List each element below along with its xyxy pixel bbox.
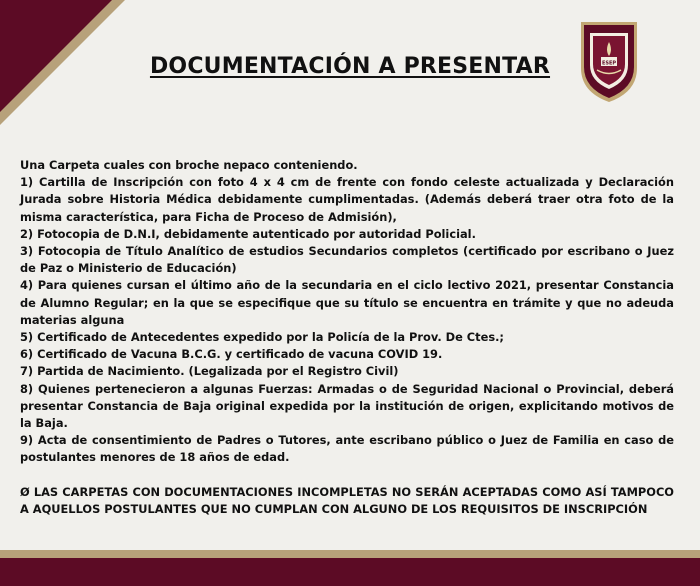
requirement-item-5: 5) Certificado de Antecedentes expedido por la Policía de la Prov. De Ctes.;	[20, 330, 504, 345]
crest-logo	[579, 20, 639, 104]
requirements-text	[20, 157, 674, 518]
intro-line: Una Carpeta cuales con broche nepaco conteniendo.	[20, 158, 358, 172]
requirement-item-8: 8) Quienes pertenecieron a algunas Fuerzas: Armadas o de Seguridad Nacional o Provincial, deberá presentar Constancia de Baja original expedida por la institución de origen, explicitando motivos de la Baja.	[20, 381, 674, 431]
requirement-item-7: 7) Partida de Nacimiento. (Legalizada por el Registro Civil)	[20, 364, 399, 379]
footer-gold-stripe	[0, 550, 700, 558]
page-title: DOCUMENTACIÓN A PRESENTAR	[149, 54, 551, 79]
requirement-item-9: 9) Acta de consentimiento de Padres o Tutores, ante escribano público o Juez de Familia en caso de postulantes menores de 18 años de edad.	[20, 433, 674, 465]
incomplete-documents-note: Ø LAS CARPETAS CON DOCUMENTACIONES INCOMPLETAS NO SERÁN ACEPTADAS COMO ASÍ TAMPOCO A AQUELLOS POSTULANTES QUE NO CUMPLAN CON ALGUNO DE LOS REQUISITOS DE INSCRIPCIÓN	[20, 484, 674, 516]
crest-text: ESEP	[601, 60, 617, 67]
requirement-item-3: 3) Fotocopia de Título Analítico de estudios Secundarios completos (certificado por escribano o Juez de Paz o Ministerio de Educación)	[20, 244, 674, 276]
requirement-item-4: 4) Para quienes cursan el último año de la secundaria en el ciclo lectivo 2021, presentar Constancia de Alumno Regular; en la que se especifique que su título se encuentra en trámite y que no adeuda materias alguna	[20, 278, 674, 327]
requirement-item-1: 1) Cartilla de Inscripción con foto 4 x 4 cm de frente con fondo celeste actualizada y Declaración Jurada sobre Historia Médica debidamente cumplimentadas. (Además deberá traer otra foto de la misma característica, para Ficha de Proceso de Admisión),	[20, 175, 674, 224]
footer-band	[0, 550, 700, 586]
requirement-item-6: 6) Certificado de Vacuna B.C.G. y certificado de vacuna COVID 19.	[20, 347, 443, 362]
footer-maroon-stripe	[0, 558, 700, 586]
requirement-item-2: 2) Fotocopia de D.N.I, debidamente autenticado por autoridad Policial.	[20, 226, 476, 241]
